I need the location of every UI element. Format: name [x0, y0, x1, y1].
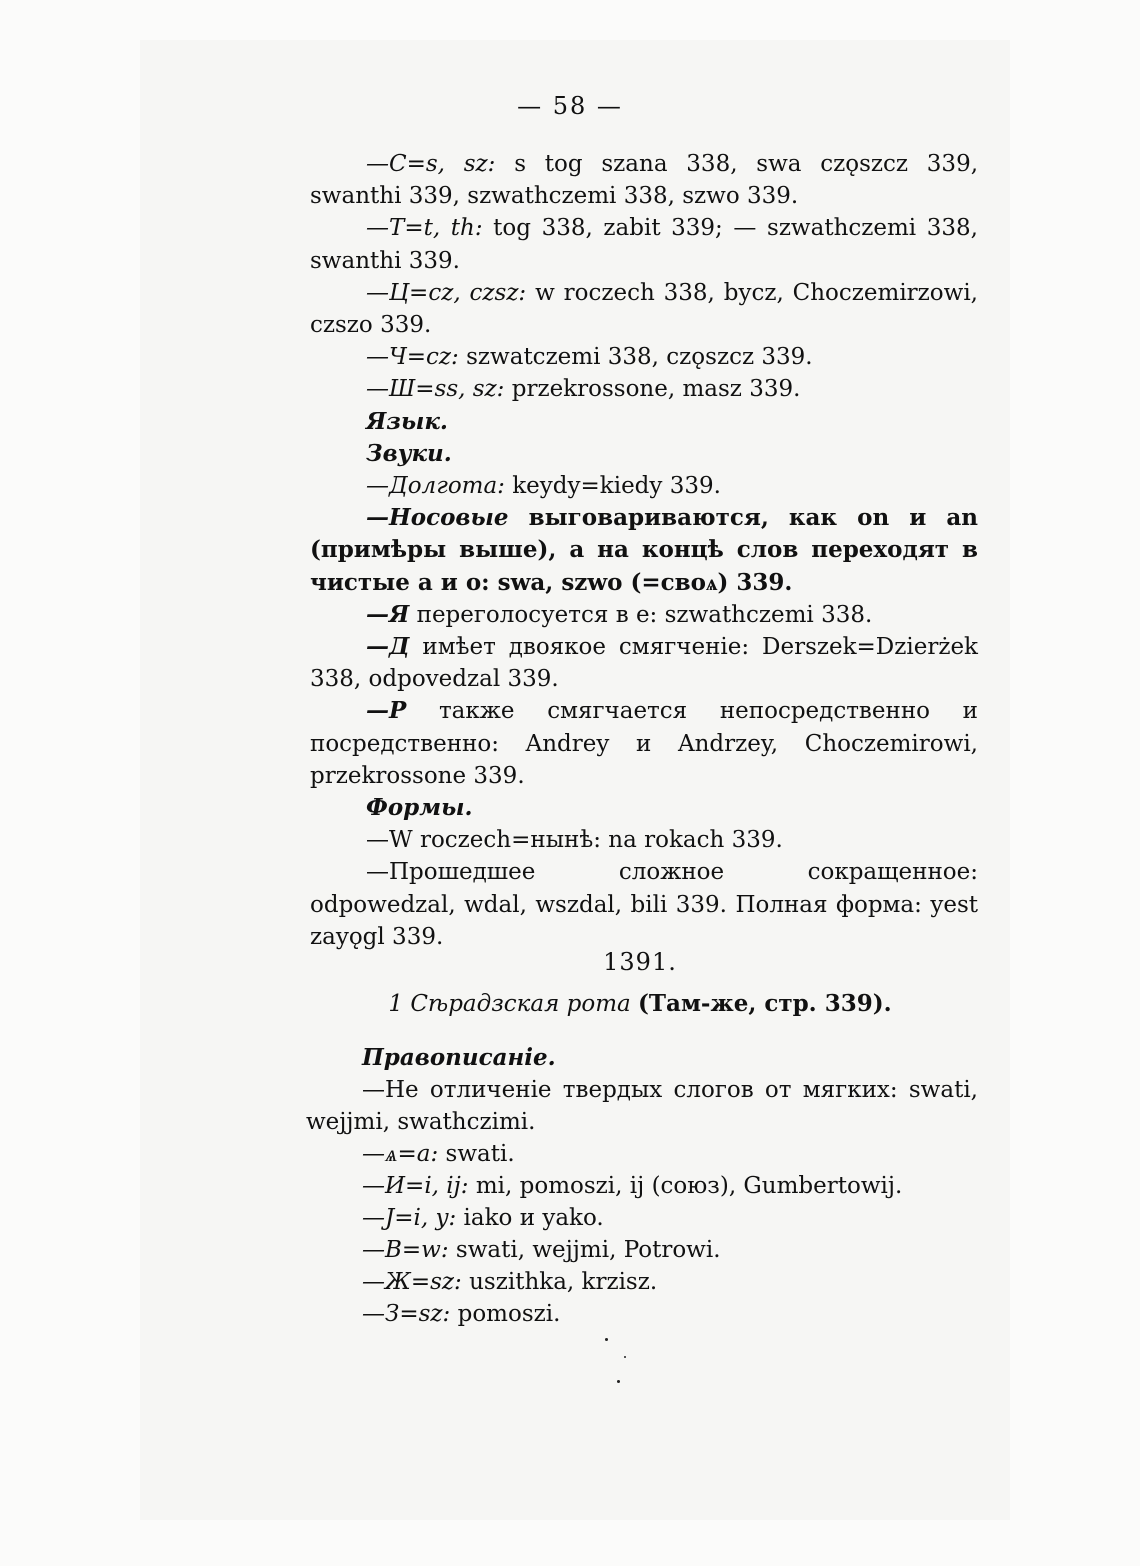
entry-c: —C=s, sz: s tog szana 338, swa czǫszcz 339, swanthi 339, szwathczemi 338, szwo 339.	[310, 151, 979, 210]
entry-j: —J=i, y: iako и yako.	[362, 1205, 604, 1231]
entry-roczech: —W roczech=нынѣ: na rokach 339.	[366, 827, 783, 854]
entry-past-tense: —Прошедшее сложное сокращенное: odpowedzal, wdal, wszdal, bili 339. Полная форма: yest zayǫgl 339.	[310, 859, 978, 950]
entry-z: —З=sz: pomoszi.	[362, 1301, 561, 1327]
entry-ch: —Ч=cz: szwatczemi 338, czǫszcz 339.	[366, 344, 813, 371]
entry-i: —И=i, ij: mi, pomoszi, ij (союз), Gumbertowij.	[362, 1173, 903, 1199]
entry-ts: —Ц=cz, czsz: w roczech 338, bycz, Choczemirzowi, czszo 339.	[310, 279, 978, 339]
page-number: — 58 —	[517, 92, 623, 120]
entry-nasals: —Носовые выговариваются, как on и an (примѣры выше), а на концѣ слов переходят в чистые a и o: swa, szwo (=своѧ) 339.	[310, 504, 978, 596]
entry-ya: —Я переголосуется в e: szwathczemi 338.	[366, 600, 873, 628]
entry-zh: —Ж=sz: uszithka, krzisz.	[362, 1269, 658, 1295]
scan-speck	[605, 1338, 608, 1341]
section-orthography	[306, 1042, 978, 1330]
entry-r: —Р также смягчается непосредственно и посредственно: Andrey и Andrzey, Choczemirowi, przekrossone 339.	[310, 697, 978, 789]
year-heading: 1391.	[603, 948, 677, 976]
scan-speck	[617, 1380, 620, 1383]
document-caption: 1 Сѣрадзская рота (Там-же, стр. 339).	[388, 990, 892, 1017]
heading-forms: Формы.	[366, 794, 473, 822]
entry-t: —T=t, th: tog 338, zabit 339; — szwathczemi 338, swanthi 339.	[310, 215, 978, 274]
entry-v: —В=w: swati, wejjmi, Potrowi.	[362, 1237, 721, 1263]
heading-sounds: Звуки.	[366, 439, 452, 467]
heading-orthography: Правописаніе.	[362, 1044, 556, 1071]
section-alphabet	[310, 148, 978, 953]
entry-length: —Долгота: keydy=kiedy 339.	[366, 473, 721, 500]
entry-sh: —Ш=ss, sz: przekrossone, masz 339.	[366, 376, 801, 403]
entry-hard-soft: —Не отличеніе твердых слогов от мягких: swati, wejjmi, swathczimi.	[306, 1077, 978, 1135]
heading-language: Язык.	[366, 407, 448, 435]
entry-d: —Д имѣет двоякое смягченіе: Derszek=Dzierżek 338, odpovedzal 339.	[310, 633, 978, 693]
entry-yus: —ѧ=a: swati.	[362, 1141, 515, 1167]
scan-speck	[624, 1356, 626, 1358]
